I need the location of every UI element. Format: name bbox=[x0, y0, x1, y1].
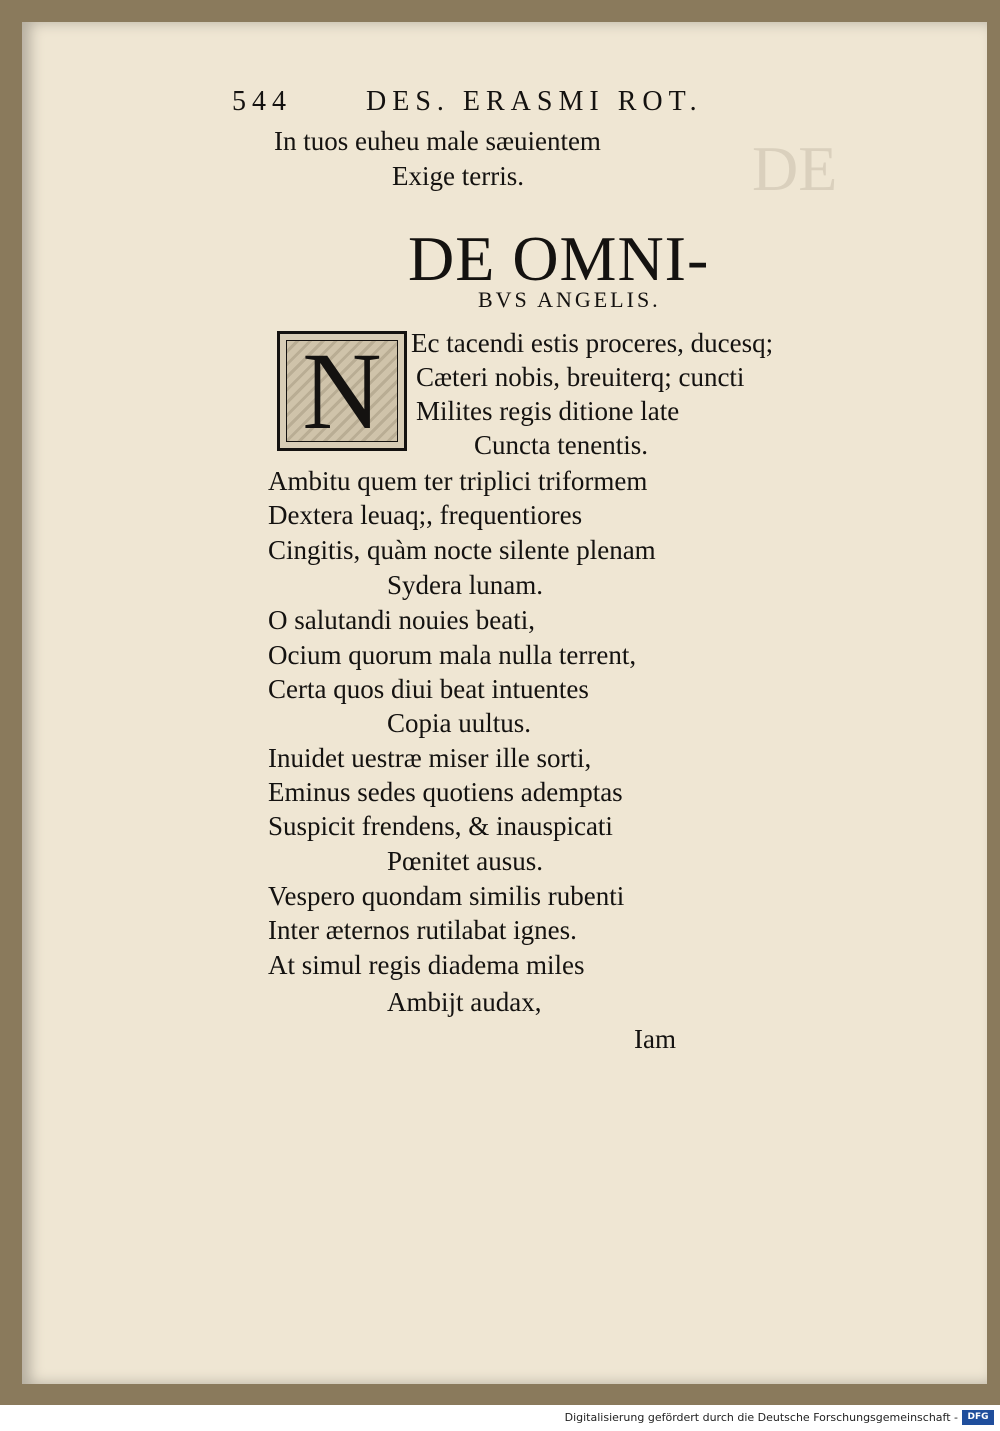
verse-line: Eminus sedes quotiens ademptas bbox=[268, 777, 623, 807]
verse-line: Ambijt audax, bbox=[387, 987, 542, 1017]
show-through-title: DE bbox=[752, 133, 838, 204]
dfg-logo[interactable]: DFG bbox=[962, 1410, 994, 1425]
verse-line: Cingitis, quàm nocte silente plenam bbox=[268, 535, 656, 565]
verse-line: Copia uultus. bbox=[387, 708, 532, 738]
catchword: Iam bbox=[634, 1024, 676, 1054]
verse-line: Inuidet uestræ miser ille sorti, bbox=[268, 743, 592, 773]
verse-line: Inter æternos rutilabat ignes. bbox=[268, 915, 577, 945]
verse-line: Cuncta tenentis. bbox=[474, 430, 648, 460]
footer-credit: Digitalisierung gefördert durch die Deutsche Forschungsgemeinschaft - bbox=[564, 1411, 958, 1424]
verse-line: Dextera leuaq;, frequentiores bbox=[268, 500, 583, 530]
running-title: DES. ERASMI ROT. bbox=[366, 86, 703, 117]
verse-line: Certa quos diui beat intuentes bbox=[268, 674, 589, 704]
page-number: 544 bbox=[232, 86, 292, 117]
verse-line: Vespero quondam similis rubenti bbox=[268, 881, 625, 911]
verse-line: Sydera lunam. bbox=[387, 570, 543, 600]
verse-line: Exige terris. bbox=[392, 161, 524, 191]
verse-line: Suspicit frendens, & inauspicati bbox=[268, 811, 613, 841]
initial-letter: N bbox=[302, 330, 382, 452]
verse-line: Ocium quorum mala nulla terrent, bbox=[268, 640, 637, 670]
verse-line: At simul regis diadema miles bbox=[268, 950, 585, 980]
footer-bar bbox=[0, 1405, 1000, 1431]
verse-line: Milites regis ditione late bbox=[416, 396, 680, 426]
section-subtitle: BVS ANGELIS. bbox=[478, 287, 661, 312]
decorated-initial bbox=[277, 331, 407, 451]
verse-line: Ambitu quem ter triplici triformem bbox=[268, 466, 648, 496]
verse-line: O salutandi nouies beati, bbox=[268, 605, 535, 635]
verse-line: In tuos euheu male sæuientem bbox=[274, 126, 601, 156]
verse-line: Cæteri nobis, breuiterq; cuncti bbox=[416, 362, 745, 392]
verse-line: Pœnitet ausus. bbox=[387, 846, 544, 876]
section-title: DE OMNI- bbox=[408, 223, 710, 294]
verse-line: Ec tacendi estis proceres, ducesq; bbox=[411, 328, 774, 358]
